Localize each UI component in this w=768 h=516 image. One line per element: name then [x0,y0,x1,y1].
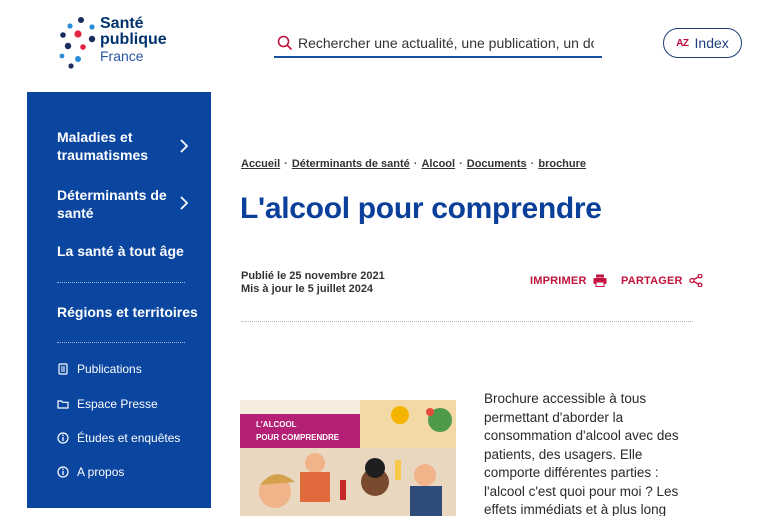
sidebar-item-etudes[interactable] [57,431,180,445]
printer-icon [593,274,607,287]
cover-title-line-2: POUR COMPRENDRE [256,433,340,442]
logo-line-2: publique [100,31,167,48]
sidebar-item-label: Déterminants de santé [57,187,167,221]
updated-date: Mis à jour le 5 juillet 2024 [241,283,374,295]
print-label: IMPRIMER [530,274,587,287]
sidebar-nav [27,92,211,508]
sidebar-sub-label: Publications [77,362,142,376]
sidebar-divider [57,282,185,283]
search-icon[interactable] [276,34,294,52]
sidebar-item-label: Maladies et traumatismes [57,129,149,163]
content-divider [241,321,693,322]
sidebar-sub-label: Espace Presse [77,397,158,411]
breadcrumb-separator: · [459,158,463,170]
page-title: L'alcool pour comprendre [240,192,602,225]
sidebar-item-sante-age[interactable] [57,242,207,260]
breadcrumb-link[interactable]: Documents [466,158,527,170]
sidebar-item-label: La santé à tout âge [57,243,184,259]
share-button[interactable] [621,274,703,287]
info-icon [57,432,69,444]
sidebar-item-a-propos[interactable] [57,465,124,479]
breadcrumb-separator: · [413,158,418,170]
brochure-cover-image[interactable] [240,400,456,516]
sidebar-divider [57,342,185,343]
published-date: Publié le 25 novembre 2021 [241,270,385,282]
publication-dates [241,270,385,296]
breadcrumb-link[interactable]: Alcool [421,158,456,170]
chevron-right-icon[interactable] [179,196,189,210]
share-label: PARTAGER [621,274,683,287]
folder-icon [57,398,69,410]
cover-title-line-1: L'ALCOOL [256,420,297,429]
sidebar-sub-label: Études et enquêtes [77,431,181,445]
logo-line-3: France [100,48,144,64]
cover-title [256,418,339,444]
logo-dots-icon [56,14,100,70]
breadcrumb-link[interactable]: Déterminants de santé [291,158,410,170]
chevron-right-icon[interactable] [179,139,189,153]
index-label: Index [694,35,729,51]
search-bar[interactable] [274,30,602,58]
sidebar-item-label: Régions et territoires [57,304,198,320]
breadcrumb-separator: · [530,158,535,170]
search-input[interactable] [294,35,594,51]
brochure-description: Brochure accessible à tous permettant d'aborder la consommation d'alcool avec des patients, des usagers. Elle comporte différentes parties : l'alcool c'est quoi pour moi ? Les effets immédiats et à plus long [484,391,679,516]
sidebar-item-regions[interactable] [57,303,207,321]
breadcrumb-separator: · [284,158,288,170]
breadcrumb-link[interactable]: brochure [538,158,587,170]
index-button[interactable] [663,28,742,58]
sidebar-sub-label: A propos [77,465,125,479]
logo-wordmark [100,16,167,64]
site-logo[interactable] [56,14,176,70]
sidebar-item-espace-presse[interactable] [57,397,158,411]
sidebar-item-publications[interactable] [57,362,142,376]
document-icon [57,363,69,375]
info-icon [57,466,69,478]
breadcrumb-link[interactable]: Accueil [241,158,281,170]
breadcrumb [241,158,586,170]
az-icon: AZ [676,37,689,49]
logo-line-1: Santé [100,15,144,32]
share-icon [689,274,703,287]
print-button[interactable] [530,274,607,287]
